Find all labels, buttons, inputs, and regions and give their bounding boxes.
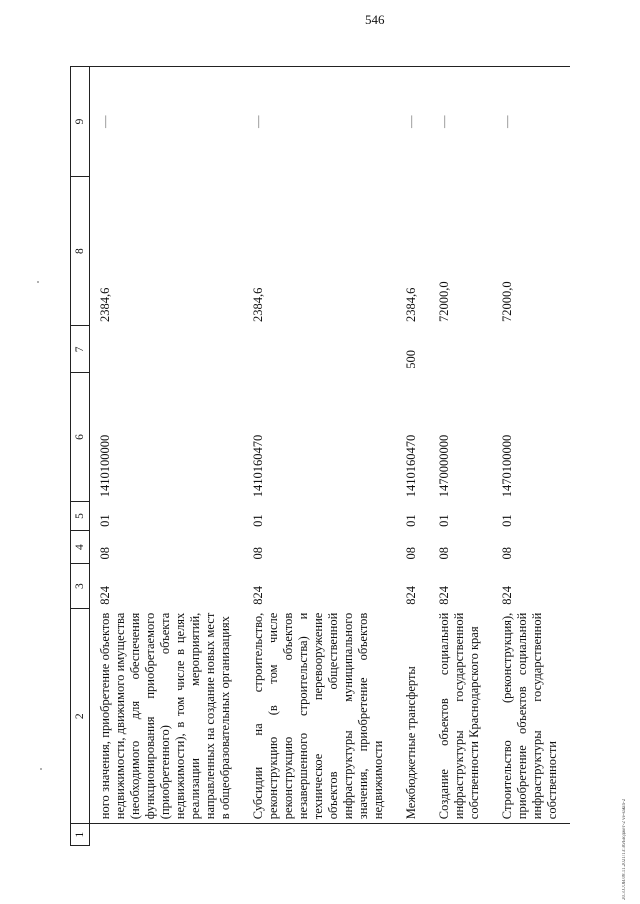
cell-expense-type (243, 326, 396, 373)
cell-admin-code: 824 (404, 585, 418, 605)
header-row (71, 67, 90, 846)
cell-section: 08 (437, 547, 451, 560)
cell-amount: 72000,0 (437, 281, 451, 322)
cell-description: Строительство (реконструкция), приобретение объектов социальной инфраструктуры государственной собственности (492, 609, 570, 824)
cell-expense-type (429, 326, 492, 373)
col-header-4: 4 (71, 531, 90, 564)
cell-target-code: 1470100000 (500, 434, 514, 498)
table-row (396, 67, 429, 846)
cell-section: 08 (404, 547, 418, 560)
cell-col9: — (243, 67, 396, 177)
cell-expense-type (492, 326, 570, 373)
cell-col9: — (90, 67, 244, 177)
table-row (429, 67, 492, 846)
col-header-2: 2 (71, 609, 90, 824)
col-header-1: 1 (71, 824, 90, 846)
cell-col1 (396, 824, 429, 846)
cell-description: Субсидии на строительство, реконструкцию (в том числе реконструкцию объектов незавершенного строительства) и техническое перевооружение объектов общественной инфраструктуры муниципального значения, приобретение объектов недвижимости (243, 609, 396, 824)
cell-section: 08 (98, 547, 112, 560)
cell-target-code: 1410160470 (251, 434, 265, 498)
cell-section: 08 (500, 547, 514, 560)
scan-speck (37, 281, 39, 283)
page-number: 546 (365, 12, 385, 27)
cell-amount: 2384,6 (404, 287, 418, 322)
col-header-9: 9 (71, 67, 90, 177)
cell-subsection: 01 (500, 514, 514, 527)
cell-amount: 2384,6 (98, 287, 112, 322)
cell-col9: — (492, 67, 570, 177)
cell-col1 (90, 824, 244, 846)
cell-col1 (492, 824, 570, 846)
cell-admin-code: 824 (251, 585, 265, 605)
cell-admin-code: 824 (437, 585, 451, 605)
budget-table (70, 66, 570, 846)
rotated-table-wrapper (70, 66, 574, 846)
col-header-7: 7 (71, 326, 90, 373)
cell-target-code: 1410160470 (404, 434, 418, 498)
cell-subsection: 01 (404, 514, 418, 527)
cell-description: ного значения, приобретение объектов недвижимости, движимого имущества (необходимого для обеспечения функционирования приобретаемого (приобретенного) объекта недвижимости), в том числе в целях реализации мероприятий, направленных на создание новых мест в общеобразовательных организациях (90, 609, 244, 824)
cell-target-code: 1410100000 (98, 434, 112, 498)
side-note: 20.3.СОВ.08.11.2021/13:36/Бюджет-2 ve-sakin-2 (622, 798, 627, 900)
cell-subsection: 01 (437, 514, 451, 527)
cell-col1 (243, 824, 396, 846)
cell-amount: 2384,6 (251, 287, 265, 322)
cell-section: 08 (251, 547, 265, 560)
cell-subsection: 01 (251, 514, 265, 527)
cell-amount: 72000,0 (500, 281, 514, 322)
scan-speck (40, 768, 42, 770)
cell-admin-code: 824 (500, 585, 514, 605)
col-header-6: 6 (71, 373, 90, 502)
cell-admin-code: 824 (98, 585, 112, 605)
col-header-5: 5 (71, 501, 90, 531)
table-row (492, 67, 570, 846)
cell-col9: — (396, 67, 429, 177)
cell-description: Создание объектов социальной инфраструктуры государственной собственности Краснодарского края (429, 609, 492, 824)
cell-description: Межбюджетные трансферты (396, 609, 429, 824)
cell-expense-type (90, 326, 244, 373)
cell-subsection: 01 (98, 514, 112, 527)
col-header-8: 8 (71, 176, 90, 326)
cell-col9: — (429, 67, 492, 177)
table-row (90, 67, 244, 846)
table-row (243, 67, 396, 846)
col-header-3: 3 (71, 564, 90, 609)
cell-expense-type: 500 (404, 349, 418, 369)
cell-col1 (429, 824, 492, 846)
cell-target-code: 1470000000 (437, 434, 451, 498)
